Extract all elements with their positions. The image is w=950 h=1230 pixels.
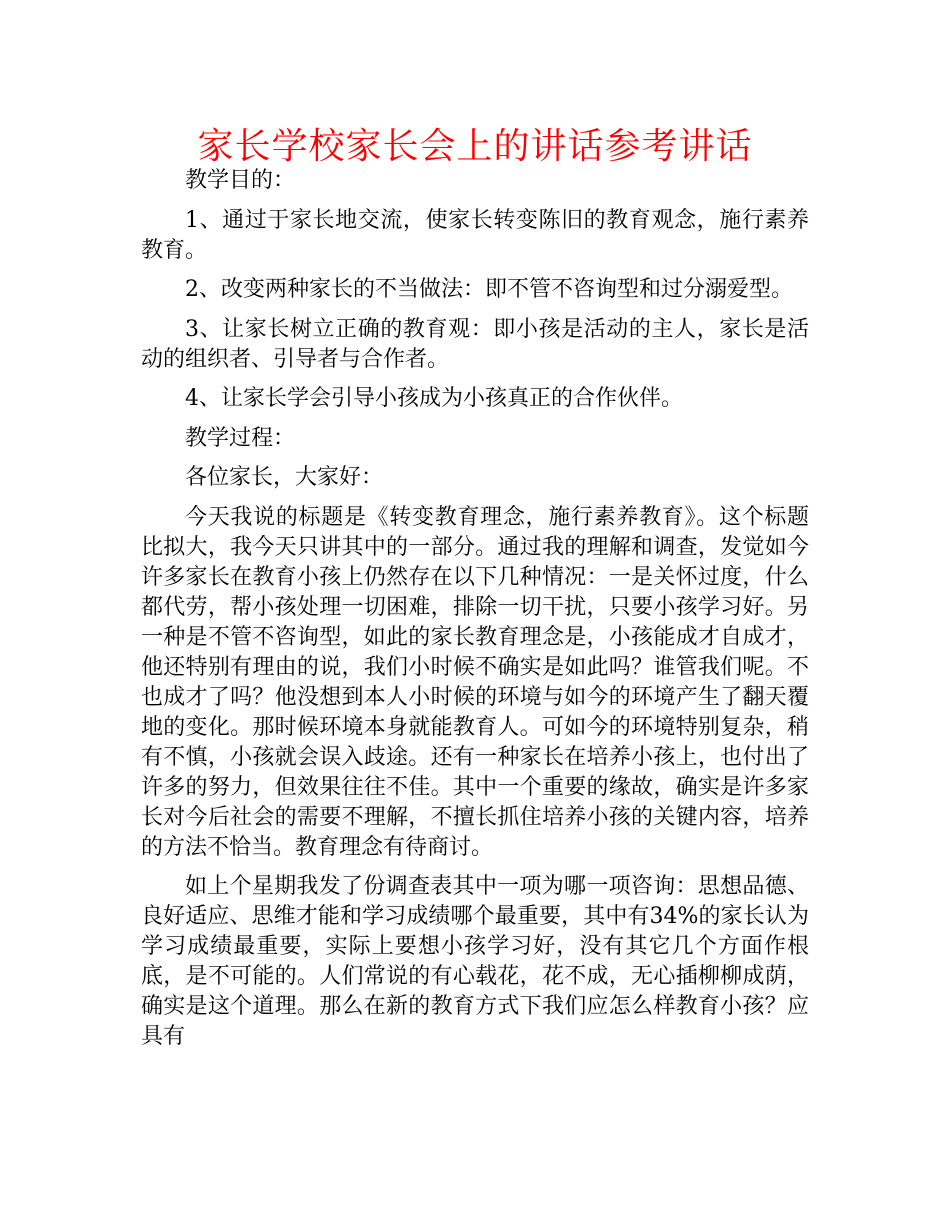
paragraph-greeting: 各位家长，大家好： <box>185 465 384 490</box>
paragraph-objectives-heading: 教学目的： <box>185 168 296 193</box>
paragraph-objective-2: 2、改变两种家长的不当做法：即不管不咨询型和过分溺爱型。 <box>185 277 793 302</box>
document-body <box>141 166 809 1062</box>
paragraph-objective-3: 3、让家长树立正确的教育观：即小孩是活动的主人，家长是活动的组织者、引导者与合作者。 <box>141 316 809 372</box>
paragraph-objective-1: 1、通过于家长地交流，使家长转变陈旧的教育观念，施行素养教育。 <box>141 207 809 263</box>
paragraph-process-heading: 教学过程： <box>185 425 296 451</box>
paragraph-speech-body: 今天我说的标题是《转变教育理念，施行素养教育》。这个标题比拟大，我今天只讲其中的一部分。通过我的理解和调查，发觉如今许多家长在教育小孩上仍然存在以下几种情况：一是关怀过度，什么都代劳，帮小孩处理一切困难，排除一切干扰，只要小孩学习好。另一种是不管不咨询型，如此的家长教育理念是，小孩能成才自成才，他还特别有理由的说，我们小时候不确实是如此吗？谁管我们呢。不也成才了吗？他没想到本人小时候的环境与如今的环境产生了翻天覆地的变化。那时候环境本身就能教育人。可如今的环境特别复杂，稍有不慎，小孩就会误入歧途。还有一种家长在培养小孩上，也付出了许多的努力，但效果往往不佳。其中一个重要的缘故，确实是许多家长对今后社会的需要不理解，不擅长抓住培养小孩的关键内容，培养的方法不恰当。教育理念有待商讨。 <box>141 504 809 860</box>
document-title: 家长学校家长会上的讲话参考讲话 <box>197 126 753 167</box>
paragraph-objective-4: 4、让家长学会引导小孩成为小孩真正的合作伙伴。 <box>185 386 683 411</box>
paragraph-survey: 如上个星期我发了份调查表其中一项为哪一项咨询：思想品德、良好适应、思维才能和学习成绩哪个最重要，其中有34%的家长认为学习成绩最重要，实际上要想小孩学习好，没有其它几个方面作根底，是不可能的。人们常说的有心载花，花不成，无心插柳柳成荫，确实是这个道理。那么在新的教育方式下我们应怎么样教育小孩？应具有 <box>141 874 809 1049</box>
